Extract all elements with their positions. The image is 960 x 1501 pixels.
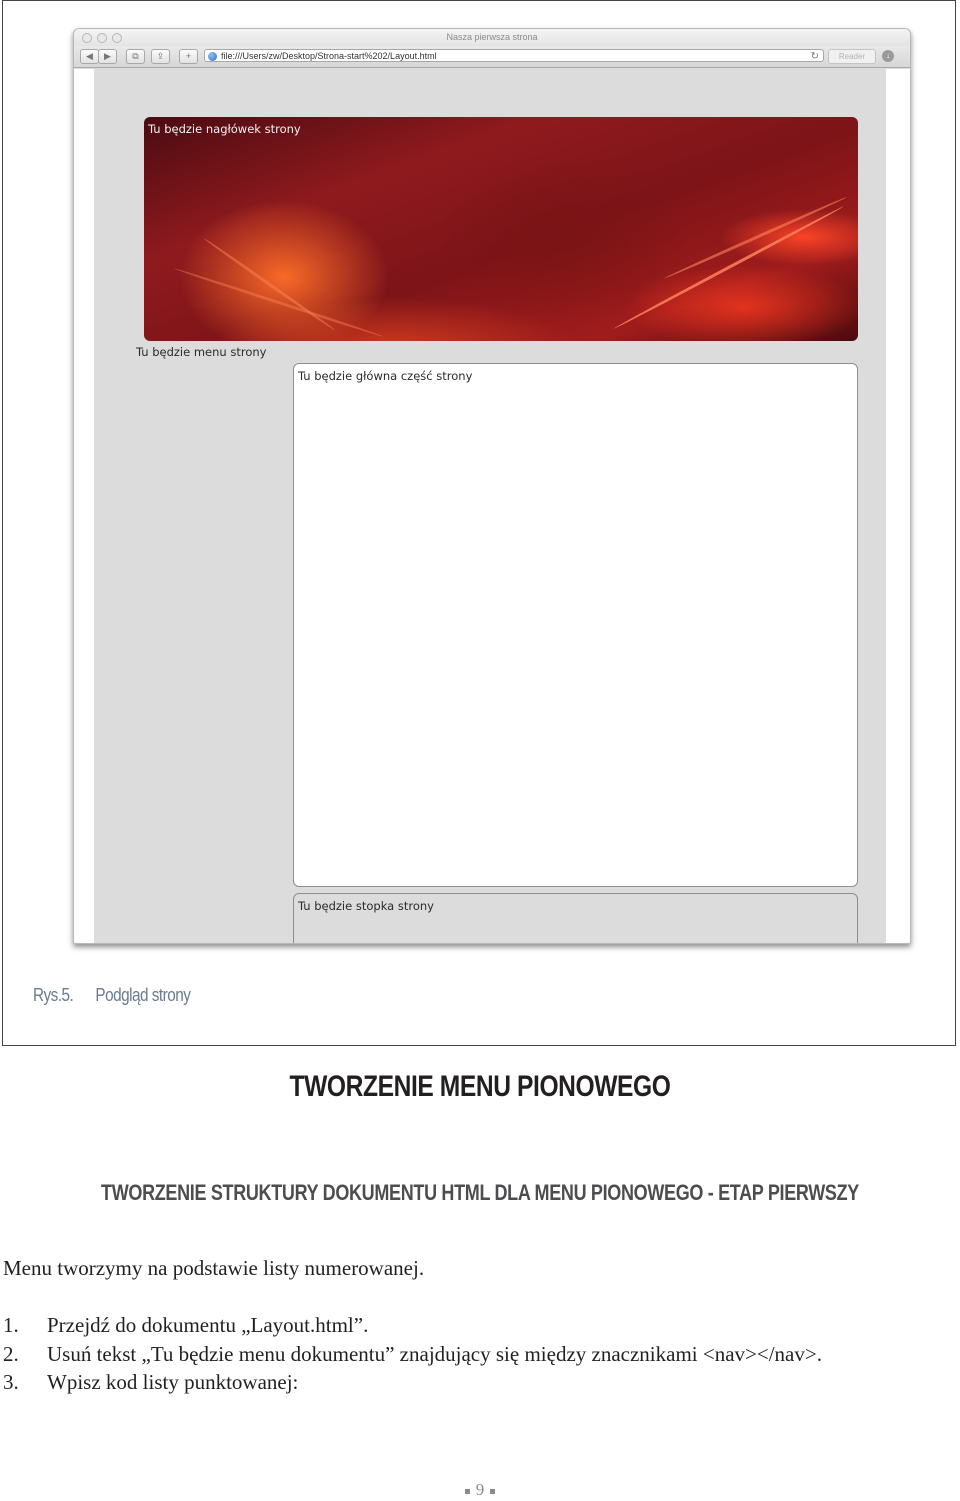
- window-title: Nasza pierwsza strona: [446, 32, 538, 42]
- add-bookmark-button[interactable]: [179, 49, 198, 64]
- back-arrow-icon: ◀: [86, 51, 93, 61]
- main-content-box: [293, 363, 858, 887]
- figure-caption: [33, 985, 190, 1006]
- steps-list: [3, 1313, 822, 1399]
- intro-paragraph: Menu tworzymy na podstawie listy numerowanej.: [3, 1256, 425, 1280]
- address-text: file:///Users/zw/Desktop/Strona-start%202/Layout.html: [221, 51, 437, 61]
- step-number: 2.: [3, 1341, 19, 1366]
- square-bullet-icon: [465, 1489, 470, 1494]
- list-item: [3, 1342, 822, 1371]
- bookmarks-icon: ⧉: [132, 51, 139, 61]
- banner-streak: [613, 205, 844, 330]
- back-button[interactable]: [80, 49, 99, 64]
- page-viewport: [94, 69, 886, 943]
- globe-icon: [208, 52, 217, 61]
- banner-streak: [663, 196, 847, 280]
- step-number: 1.: [3, 1313, 19, 1337]
- reader-button[interactable]: Reader: [828, 49, 876, 64]
- page-number-text: 9: [475, 1480, 485, 1499]
- share-icon: ⇪: [156, 51, 165, 61]
- history-button[interactable]: [126, 49, 145, 64]
- square-bullet-icon: [490, 1489, 495, 1494]
- viewport-right-gutter: [886, 69, 910, 943]
- header-placeholder: Tu będzie nagłówek strony: [148, 122, 301, 136]
- step-text: Usuń tekst „Tu będzie menu dokumentu” znajdujący się między znacznikami <nav></nav>.: [47, 1341, 822, 1366]
- banner-streak: [174, 267, 384, 338]
- caption-text: Podgląd strony: [95, 985, 191, 1005]
- section-subheading: TWORZENIE STRUKTURY DOKUMENTU HTML DLA MENU PIONOWEGO - ETAP PIERWSZY: [101, 1180, 859, 1205]
- step-number: 3.: [3, 1370, 19, 1395]
- step-text: Wpisz kod listy punktowanej:: [47, 1370, 299, 1395]
- forward-button[interactable]: [98, 49, 117, 64]
- step-text: Przejdź do dokumentu „Layout.html”.: [47, 1313, 369, 1337]
- window-titlebar: [74, 29, 910, 46]
- figure-frame: [2, 0, 956, 1046]
- viewport-left-gutter: [74, 69, 94, 943]
- share-button[interactable]: [151, 49, 170, 64]
- reload-icon[interactable]: ↻: [810, 51, 819, 62]
- footer-placeholder: Tu będzie stopka strony: [298, 899, 434, 913]
- minimize-button[interactable]: [97, 33, 107, 43]
- page-header-banner: [144, 117, 858, 341]
- browser-toolbar: [74, 46, 910, 68]
- list-item: [3, 1313, 822, 1342]
- page-number: [0, 1480, 960, 1500]
- address-bar[interactable]: [204, 49, 824, 62]
- forward-arrow-icon: ▶: [104, 51, 111, 61]
- section-heading: TWORZENIE MENU PIONOWEGO: [289, 1070, 671, 1103]
- footer-box: [293, 893, 858, 944]
- zoom-button[interactable]: [112, 33, 122, 43]
- menu-placeholder: Tu będzie menu strony: [136, 345, 267, 359]
- downloads-icon[interactable]: ↓: [882, 50, 894, 62]
- list-item: [3, 1370, 822, 1399]
- close-button[interactable]: [82, 33, 92, 43]
- plus-icon: +: [185, 51, 192, 61]
- browser-window: [73, 28, 911, 944]
- window-controls[interactable]: [82, 33, 122, 43]
- caption-number: Rys.5.: [33, 985, 74, 1005]
- main-placeholder: Tu będzie główna część strony: [298, 369, 473, 383]
